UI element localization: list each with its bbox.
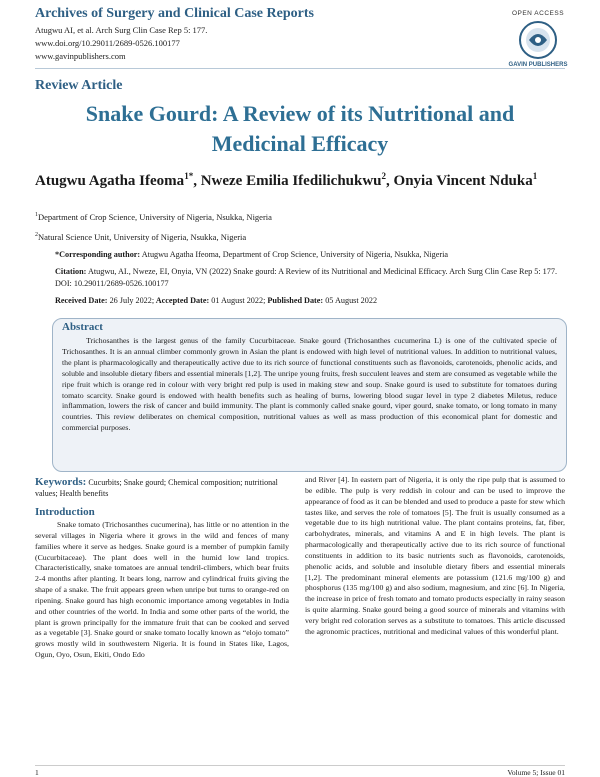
affiliation-1 — [35, 212, 272, 222]
citation-text: Atugwu, AI., Nweze, EI, Onyia, VN (2022) Snake gourd: A Review of its Nutritional and Medicinal Efficacy. Arch Surg Clin Case Rep 5: 177. DOI: 10.29011/2689-0526.100177 — [55, 267, 558, 288]
affiliation-2 — [35, 232, 246, 242]
published-label: Published Date: — [265, 296, 324, 305]
affiliation-sup: 2 — [35, 232, 38, 239]
published-date: 05 August 2022 — [323, 296, 378, 305]
article-title — [40, 99, 560, 159]
affiliation-text: Department of Crop Science, University of Nigeria, Nsukka, Nigeria — [38, 212, 272, 222]
website-link[interactable]: www.gavinpublishers.com — [35, 51, 126, 61]
accepted-label: Accepted Date: — [154, 296, 210, 305]
author-list — [35, 166, 565, 191]
volume-issue: Volume 5; Issue 01 — [507, 768, 565, 777]
article-dates — [55, 295, 565, 307]
doi-link[interactable]: www.doi.org/10.29011/2689-0526.100177 — [35, 38, 180, 48]
citation — [55, 266, 565, 290]
author-sep: , — [193, 173, 201, 189]
author-name: Nweze Emilia Ifedilichukwu — [200, 173, 382, 189]
page-number: 1 — [35, 768, 39, 777]
citation-label: Citation: — [55, 267, 87, 276]
article-type: Review Article — [35, 78, 123, 93]
keywords — [35, 477, 287, 499]
journal-title: Archives of Surgery and Clinical Case Reports — [35, 6, 314, 21]
received-label: Received Date: — [55, 296, 108, 305]
corresponding-label: *Corresponding author: — [55, 250, 141, 259]
affiliation-text: Natural Science Unit, University of Nigeria, Nsukka, Nigeria — [38, 232, 247, 242]
open-access-label: OPEN ACCESS — [511, 10, 565, 17]
affiliation-sup: 1 — [35, 212, 38, 219]
footer-divider — [35, 765, 565, 766]
author-sup: 1 — [532, 171, 538, 181]
author-sup: 2 — [381, 171, 387, 181]
abstract-text: Trichosanthes is the largest genus of the family Cucurbitaceae. Snake gourd (Trichosanthes cucumerina L) is one of the cultivated specie of Trichosanthes. It is an annual climber commonly grown in Asian the plant is endowed with high level of nutritional values. In addition to nutritional values, the plant is pharmacologically and therapeutically active due to its rich source of functional constituents such as flavonoids, carotenoids, phenolic acids, and soluble and insoluble dietary fibers and essential minerals [1,2]. The unripe young fruits, fresh succulent leaves and stem are consumed as vegetable while the ripe fruit which is orange red in colour with very bright red pulp is used in making stew and soup. Snake gourd is used to substitute for tomatoes during tomato scarcity. Snake gourd is endowed with health benefits such as healing of burns, lowering blood sugar level in type 2 diabetes Miletus, reduce inflammation, lowers the risk of cancer and build immunity. The plant is commonly called snake gourd, viper gourd, snake tomato, or long tomato in many countries. This review deliberates on chemical composition, nutritional values as well as mass production of this economical plant for domestic and commercial purposes. — [62, 336, 557, 433]
citation-short: Atugwu AI, et al. Arch Surg Clin Case Rep 5: 177. — [35, 25, 208, 35]
article-title-line2: Medicinal Efficacy — [211, 131, 389, 156]
abstract-heading: Abstract — [62, 321, 103, 333]
body-column-right: and River [4]. In eastern part of Nigeria, it is only the ripe pulp that is assumed to be edible. The pulp is very reddish in colour and can be used to improve the appearance of food as it can be blended and used to produce a paste for stew which tastes like, and serves the role of tomatoes [5]. The fruit is usually consumed as a vegetable due to its high nutritional value. The plant contains proteins, fat, fiber, carbohydrates, minerals, and vitamins A and E in high levels. The plant is pharmacologically and therapeutically active due to its rich source of functional constituents in addition to its basic nutrients such as flavonoids, carotenoids, phenolic acids, and soluble and insoluble dietary fibers and essential minerals [1,2]. The predominant mineral elements are potassium (121.6 mg/100 g) and phosphorus (135 mg/100 g) and also sodium, magnesium, and zinc [6]. In Nigeria, the increase in price of fresh tomato and tomato products especially in rainy season is quite alarming. Snake gourd being a good source of minerals and vitamins with very bright red coloration serves as a substitute to tomatoes. This article discussed the agronomic practices, nutritional and medicinal values of this wonderful plant. — [305, 475, 565, 636]
body-column-left: Snake tomato (Trichosanthes cucumerina), has little or no attention in the several villages in Nigeria where it grows in the wild and fences of many families where it serve as hedges. Snake gourd is a member of pumpkin family (Cucurbitaceae). The plant does well in the humid low land tropics. Characteristically, snake tomatoes are annual tendril-climbers, which bear fruits 2-4 months after planting. It bears long, narrow and cylindrical fruits giving the shape of a snake. The fruit appears green when unripe but turns to orange-red on ripening. Snake gourd has high economic importance among vegetables in India and other countries of the world. In India and some other parts of the world, the plant is grown principally for the immature fruit that can be cooked and served as a vegetable [3]. Snake gourd or snake tomato locally known as “elojo tomato” grows mostly wild in southwestern Nigeria. It is found in States like, Lagos, Ogun, Oyo, Osun, Ekiti, Ondo Edo — [35, 520, 289, 660]
keywords-text: Cucurbits; Snake gourd; Chemical composition; nutritional values; Health benefits — [35, 478, 278, 498]
author-sup: 1* — [184, 171, 194, 181]
accepted-date: 01 August 2022; — [209, 296, 266, 305]
author-name: Onyia Vincent Nduka — [393, 173, 533, 189]
header-divider — [35, 68, 565, 69]
article-title-line1: Snake Gourd: A Review of its Nutritional and — [85, 101, 515, 126]
author-sep: , — [386, 173, 394, 189]
corresponding-text: Atugwu Agatha Ifeoma, Department of Crop Science, University of Nigeria, Nsukka, Nigeria — [140, 250, 449, 259]
author-name: Atugwu Agatha Ifeoma — [35, 173, 185, 189]
keywords-label: Keywords: — [35, 476, 87, 488]
introduction-heading: Introduction — [35, 506, 95, 518]
corresponding-author — [55, 249, 565, 261]
publisher-logo — [498, 10, 578, 68]
publisher-name: GAVIN PUBLISHERS — [508, 62, 568, 68]
received-date: 26 July 2022; — [107, 296, 155, 305]
gavin-logo-icon — [518, 20, 558, 60]
